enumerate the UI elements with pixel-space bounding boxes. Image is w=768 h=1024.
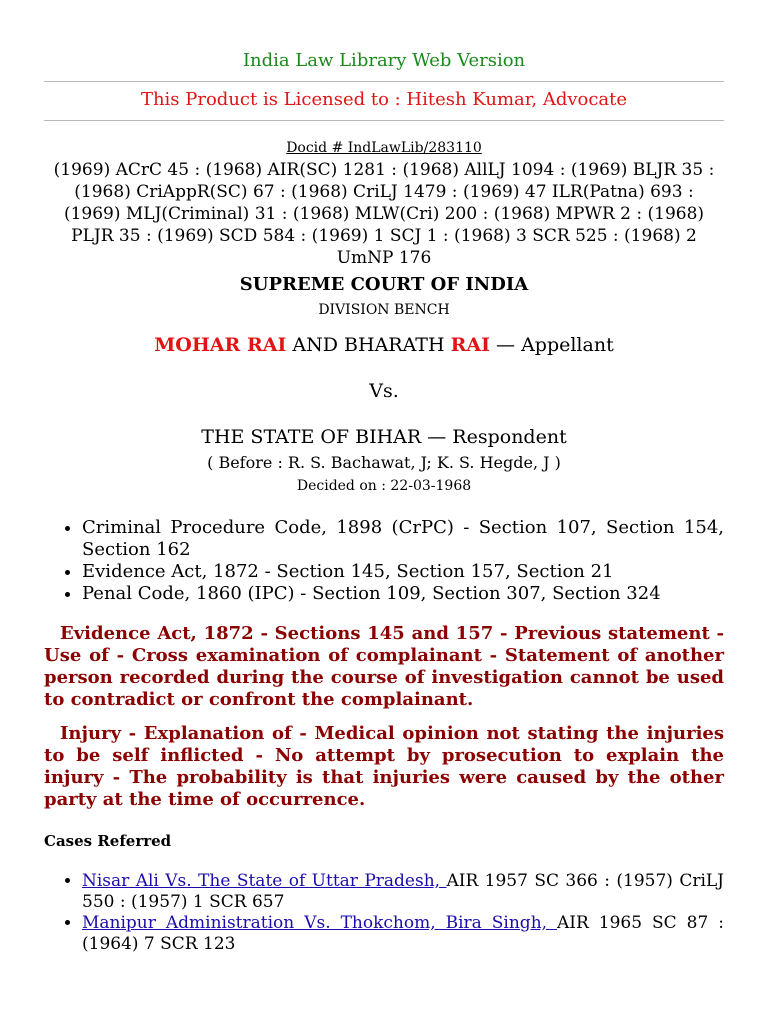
bench-type: DIVISION BENCH	[318, 302, 450, 318]
versus: Vs.	[369, 380, 399, 402]
act-item: • Criminal Procedure Code, 1898 (CrPC) - Section 107, Section 154, Section 162	[82, 517, 724, 561]
case-link[interactable]: Manipur Administration Vs. Thokchom, Bira Singh,	[82, 913, 558, 933]
appellant-connector: AND BHARATH	[286, 334, 451, 356]
cases-referred-heading: Cases Referred	[44, 832, 172, 850]
citations: (1969) ACrC 45 : (1968) AIR(SC) 1281 : (1968) AllLJ 1094 : (1969) BLJR 35 : (1968) CriAppR(SC) 67 : (1968) CriLJ 1479 : (1969) 47 ILR(Patna) 693 : (1969) MLJ(Criminal) 31 : (1968) MLW(Cri) 200 : (1968) MPWR 2 : (1968) PLJR 35 : (1969) SCD 584 : (1969) 1 SCJ 1 : (1968) 3 SCR 525 : (1968) 2 UmNP 176	[53, 160, 715, 268]
license-text: This Product is Licensed to : Hitesh Kumar, Advocate	[140, 89, 628, 110]
appellant-role: — Appellant	[489, 334, 614, 356]
appellant-line	[44, 333, 724, 357]
case-link[interactable]: Nisar Ali Vs. The State of Uttar Pradesh,	[82, 871, 447, 891]
headnote-1: Evidence Act, 1872 - Sections 145 and 157 - Previous statement - Use of - Cross examination of complainant - Statement of another person recorded during the course of investigation cannot be used to contradict or confront the complainant.	[44, 623, 724, 710]
decided-date: Decided on : 22-03-1968	[296, 478, 472, 494]
bench-judges: ( Before : R. S. Bachawat, J; K. S. Hegde, J )	[207, 453, 561, 472]
doc-id: Docid # IndLawLib/283110	[286, 140, 482, 156]
library-title: India Law Library Web Version	[242, 50, 526, 71]
headnote-2: Injury - Explanation of - Medical opinion not stating the injuries to be self inflicted - No attempt by prosecution to explain the injury - The probability is that injuries were caused by the other party at the time of occurrence.	[44, 723, 724, 810]
divider-bottom	[44, 120, 724, 121]
act-item: • Penal Code, 1860 (IPC) - Section 109, Section 307, Section 324	[82, 583, 724, 605]
case-item	[82, 913, 724, 955]
acts-list	[44, 517, 724, 605]
appellant-name-2: RAI	[450, 334, 490, 356]
act-item: • Evidence Act, 1872 - Section 145, Section 157, Section 21	[82, 561, 724, 583]
case-citation: AIR 1957 SC 366 : (1957) CriLJ 550 : (1957) 1 SCR 657	[82, 871, 724, 912]
divider-top	[44, 81, 724, 82]
cases-list	[44, 871, 724, 955]
case-citation: AIR 1965 SC 87 : (1964) 7 SCR 123	[82, 913, 724, 954]
court-name: SUPREME COURT OF INDIA	[239, 274, 529, 295]
appellant-name-1: MOHAR RAI	[154, 334, 287, 356]
case-item	[82, 871, 724, 913]
respondent-line: THE STATE OF BIHAR — Respondent	[201, 426, 567, 448]
